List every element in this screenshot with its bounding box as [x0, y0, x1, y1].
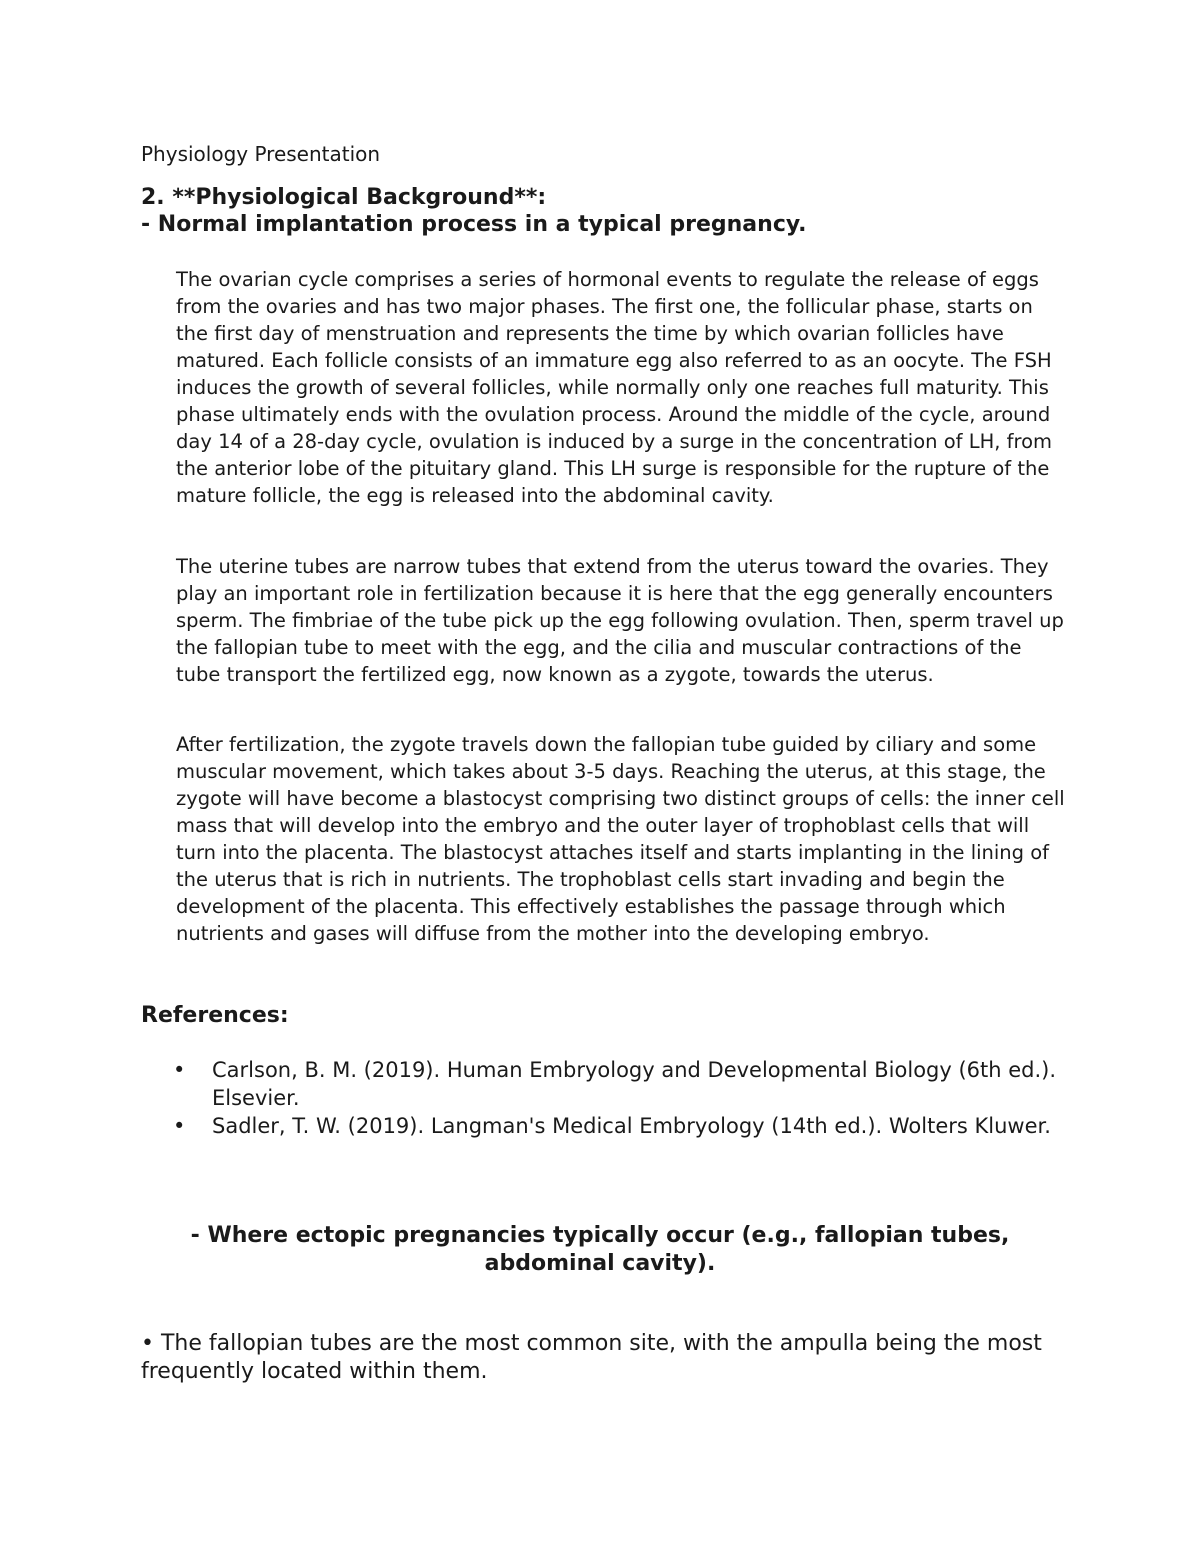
reference-text: Carlson, B. M. (2019). Human Embryology and Developmental Biology (6th ed.). Elsevier. — [212, 1058, 1057, 1110]
ectopic-heading: - Where ectopic pregnancies typically occur (e.g., fallopian tubes, abdominal cavity). — [190, 1223, 1010, 1276]
references-list — [141, 1056, 1061, 1140]
paragraph-ovarian-cycle: The ovarian cycle comprises a series of hormonal events to regulate the release of eggs from the ovaries and has two major phases. The first one, the follicular phase, starts on the first day of menstruation and represents the time by which ovarian follicles have matured. Each follicle consists of an immature egg also referred to as an oocyte. The FSH induces the growth of several follicles, while normally only one reaches full maturity. This phase ultimately ends with the ovulation process. Around the middle of the cycle, around day 14 of a 28-day cycle, ovulation is induced by a surge in the concentration of LH, from the anterior lobe of the pituitary gland. This LH surge is responsible for the rupture of the mature follicle, the egg is released into the abdominal cavity. — [176, 268, 1053, 507]
document-title: Physiology Presentation — [141, 142, 381, 166]
references-heading: References: — [141, 1003, 289, 1028]
paragraph-after-fertilization: After fertilization, the zygote travels down the fallopian tube guided by ciliary and some muscular movement, which takes about 3-5 days. Reaching the uterus, at this stage, the zygote will have become a blastocyst comprising two distinct groups of cells: the inner cell mass that will develop into the embryo and the outer layer of trophoblast cells that will turn into the placenta. The blastocyst attaches itself and starts implanting in the lining of the uterus that is rich in nutrients. The trophoblast cells start invading and begin the development of the placenta. This effectively establishes the passage through which nutrients and gases will diffuse from the mother into the developing embryo. — [176, 733, 1065, 945]
closing-paragraph: • The fallopian tubes are the most common site, with the ampulla being the most frequently located within them. — [141, 1331, 1042, 1384]
reference-item — [141, 1056, 1061, 1112]
bullet-icon: • — [173, 1058, 186, 1082]
section-heading-line-2: - Normal implantation process in a typical pregnancy. — [141, 212, 807, 237]
reference-text: Sadler, T. W. (2019). Langman's Medical Embryology (14th ed.). Wolters Kluwer. — [212, 1114, 1051, 1138]
reference-item — [141, 1112, 1061, 1140]
section-heading — [141, 184, 807, 238]
section-heading-line-1: 2. **Physiological Background**: — [141, 185, 547, 210]
paragraph-uterine-tubes: The uterine tubes are narrow tubes that extend from the uterus toward the ovaries. They play an important role in fertilization because it is here that the egg generally encounters sperm. The fimbriae of the tube pick up the egg following ovulation. Then, sperm travel up the fallopian tube to meet with the egg, and the cilia and muscular contractions of the tube transport the fertilized egg, now known as a zygote, towards the uterus. — [176, 555, 1064, 686]
bullet-icon: • — [173, 1114, 186, 1138]
